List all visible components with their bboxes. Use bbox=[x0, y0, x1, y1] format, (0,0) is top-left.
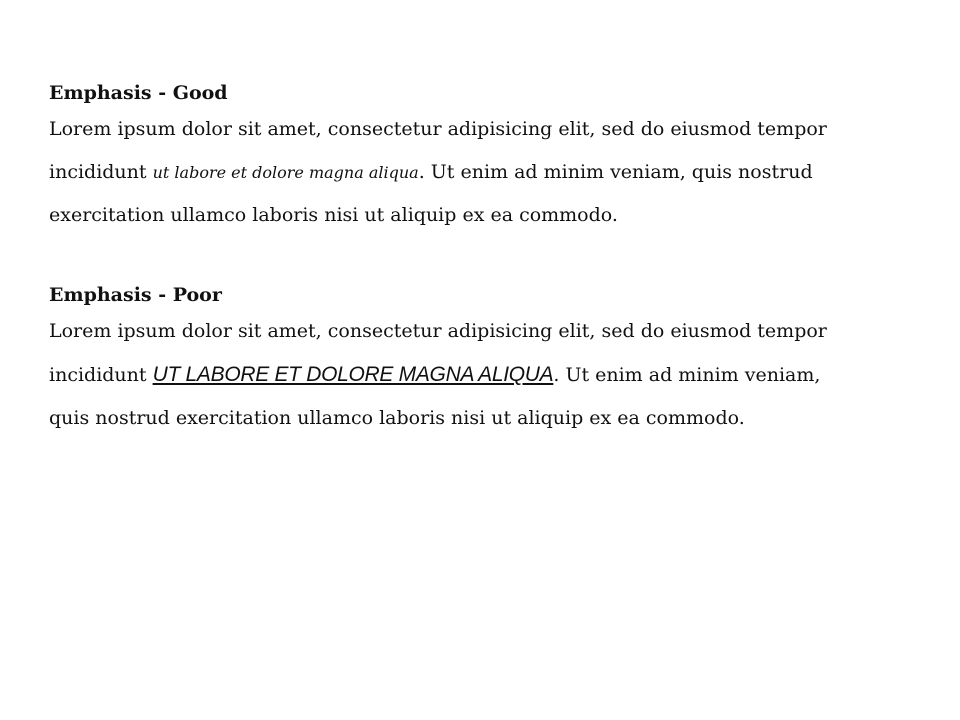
emphasis-poor-heading: Emphasis - Poor bbox=[49, 284, 222, 306]
emphasis-good-section bbox=[49, 77, 849, 237]
emphasis-good-paragraph bbox=[49, 108, 849, 237]
emphasis-poor-section bbox=[49, 279, 849, 440]
slide-content bbox=[49, 77, 849, 440]
emphasis-poor-emphasized-text: UT LABORE ET DOLORE MAGNA ALIQUA bbox=[152, 363, 554, 386]
section-spacer bbox=[49, 237, 849, 279]
emphasis-good-text-after: . Ut enim ad minim veniam, quis nostrud exercitation ullamco laboris nisi ut aliquip ex ea commodo. bbox=[49, 161, 813, 226]
emphasis-good-text-before: Lorem ipsum dolor sit amet, consectetur adipisicing elit, sed do eiusmod tempor incididunt bbox=[49, 118, 827, 183]
emphasis-poor-text-after: . Ut enim ad minim veniam, quis nostrud exercitation ullamco laboris nisi ut aliquip ex ea commodo. bbox=[49, 364, 821, 429]
emphasis-poor-text-before: Lorem ipsum dolor sit amet, consectetur adipisicing elit, sed do eiusmod tempor incididunt bbox=[49, 320, 827, 386]
emphasis-good-heading: Emphasis - Good bbox=[49, 82, 228, 104]
emphasis-good-emphasized-text: ut labore et dolore magna aliqua bbox=[152, 163, 419, 182]
emphasis-poor-paragraph bbox=[49, 310, 849, 440]
